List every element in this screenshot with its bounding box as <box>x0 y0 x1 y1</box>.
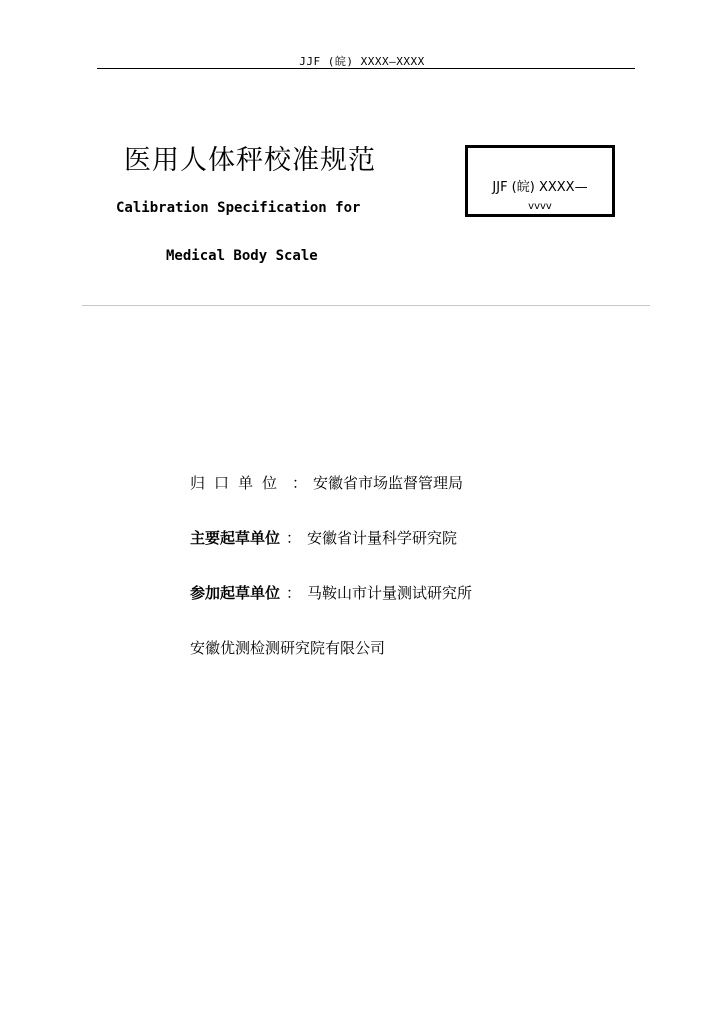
header-code: JJF (皖) XXXX—XXXX <box>299 55 425 68</box>
title-chinese: 医用人体秤校准规范 <box>124 145 376 176</box>
participating-drafting-unit-value: 马鞍山市计量测试研究所 <box>307 584 473 602</box>
participating-drafting-unit-row <box>190 582 472 603</box>
specification-code-box <box>465 145 615 217</box>
main-drafting-unit-row <box>190 527 457 548</box>
header-rule <box>97 68 635 69</box>
participating-drafting-unit-label: 参加起草单位 <box>190 584 281 602</box>
responsible-unit-separator: ： <box>292 474 308 492</box>
title-english-line1: Calibration Specification for <box>116 200 361 216</box>
section-divider <box>82 305 650 306</box>
additional-drafting-unit-row <box>190 637 385 658</box>
code-box-line2: vvvv <box>528 201 552 212</box>
participating-drafting-unit-separator: ： <box>286 584 302 602</box>
responsible-unit-value: 安徽省市场监督管理局 <box>313 474 464 492</box>
responsible-unit-label: 归口单位 <box>190 474 287 492</box>
responsible-unit-row <box>190 472 463 493</box>
main-drafting-unit-value: 安徽省计量科学研究院 <box>307 529 458 547</box>
title-english-line2: Medical Body Scale <box>166 248 318 264</box>
code-box-line1: JJF (皖) XXXX— <box>492 180 588 195</box>
additional-drafting-unit-value: 安徽优测检测研究院有限公司 <box>190 639 386 657</box>
main-drafting-unit-label: 主要起草单位 <box>190 529 281 547</box>
main-drafting-unit-separator: ： <box>286 529 302 547</box>
